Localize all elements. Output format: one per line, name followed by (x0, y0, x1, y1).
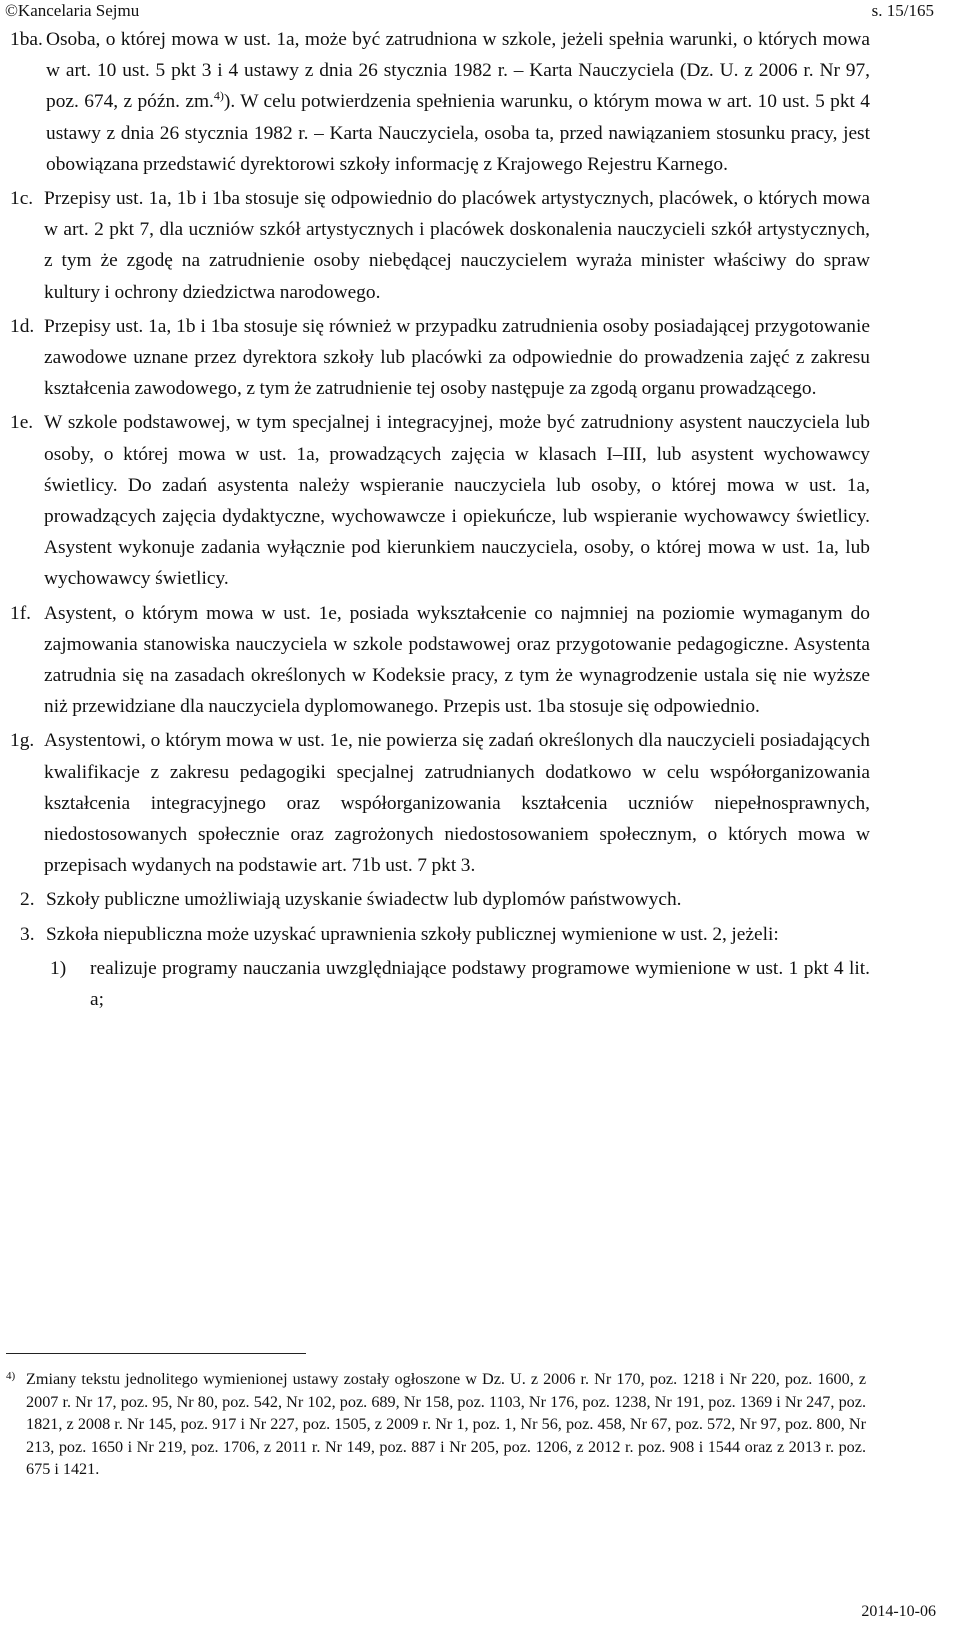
paragraph-number: 1e. (10, 412, 34, 434)
paragraph-number: 1d. (10, 315, 35, 337)
footnote-mark: 4) (6, 1370, 16, 1382)
paragraph-text (46, 24, 870, 180)
paragraph-number: 1c. (10, 188, 34, 210)
paragraph-text: Przepisy ust. 1a, 1b i 1ba stosuje się odpowiednio do placówek artystycznych, placówek, o których mowa w art. 2 pkt 7, dla uczniów szkół artystycznych i placówek doskonalenia nauczycieli szkół artystycznych, z tym że zgodę na zatrudnienie osoby niebędącej nauczycielem wyraża minister właściwy do spraw kultury i ochrony dziedzictwa narodowego. (44, 188, 870, 303)
paragraph-number: 1ba. (10, 29, 43, 50)
paragraph-number: 2. (20, 889, 35, 911)
paragraph-text: Szkoła niepubliczna może uzyskać uprawnienia szkoły publicznej wymienione w ust. 2, jeżeli: (46, 923, 779, 945)
point-number: 1) (50, 957, 67, 979)
paragraph-1ba (10, 24, 870, 180)
header-page-number: s. 15/165 (871, 1, 934, 20)
footnote-separator (6, 1353, 306, 1354)
document-body (10, 24, 870, 1015)
paragraph-1d (10, 311, 870, 405)
paragraph-1g (10, 725, 870, 881)
footnote-reference[interactable]: 4) (213, 88, 224, 103)
paragraph-3 (10, 919, 870, 950)
footnote (6, 1368, 866, 1481)
footnote-text: Zmiany tekstu jednolitego wymienionej ustawy zostały ogłoszone w Dz. U. z 2006 r. Nr 170, poz. 1218 i Nr 220, poz. 1600, z 2007 r. Nr 17, poz. 95, Nr 80, poz. 542, Nr 102, poz. 689, Nr 158, poz. 1103, Nr 176, poz. 1238, Nr 191, poz. 1369 i Nr 247, poz. 1821, z 2008 r. Nr 145, poz. 917 i Nr 227, poz. 1505, z 2009 r. Nr 1, poz. 1, Nr 56, poz. 458, Nr 67, poz. 572, Nr 97, poz. 800, Nr 213, poz. 1650 i Nr 219, poz. 1706, z 2011 r. Nr 149, poz. 887 i Nr 205, poz. 1206, z 2012 r. poz. 908 i 1544 oraz z 2013 r. poz. 675 i 1421. (26, 1370, 866, 1479)
footer-date: 2014-10-06 (861, 1603, 936, 1620)
paragraph-text: Asystentowi, o którym mowa w ust. 1e, nie powierza się zadań określonych dla nauczycieli posiadających kwalifikacje z zakresu pedagogiki specjalnej zatrudnianych dodatkowo w celu współorganizowania kształcenia integracyjnego oraz współorganizowania kształcenia uczniów niepełnosprawnych, niedostosowanych społecznie oraz zagrożonych niedostosowaniem społecznym, o których mowa w przepisach wydanych na podstawie art. 71b ust. 7 pkt 3. (44, 730, 870, 877)
paragraph-number: 1f. (10, 602, 32, 624)
paragraph-1f (10, 598, 870, 723)
paragraph-text: Szkoły publiczne umożliwiają uzyskanie świadectw lub dyplomów państwowych. (46, 889, 682, 911)
paragraph-number: 1g. (10, 730, 35, 752)
paragraph-text: Przepisy ust. 1a, 1b i 1ba stosuje się również w przypadku zatrudnienia osoby posiadającej przygotowanie zawodowe uznane przez dyrektora szkoły lub placówki za odpowiednie do prowadzenia zajęć z zakresu kształcenia zawodowego, z tym że zatrudnienie tej osoby następuje za zgodą organu prowadzącego. (44, 315, 870, 400)
header-source: ©Kancelaria Sejmu (5, 1, 140, 20)
point-text: realizuje programy nauczania uwzględniające podstawy programowe wymienione w ust. 1 pkt 4 lit. a; (90, 957, 870, 1011)
point-1 (50, 953, 870, 1015)
paragraph-number: 3. (20, 923, 35, 945)
paragraph-text-part: ). W celu potwierdzenia spełnienia warunku, o którym mowa w art. 10 ust. 5 pkt 4 ustawy z dnia 26 stycznia 1982 r. – Karta Nauczyciela, osoba ta, przed nawiązaniem stosunku pracy, jest obowiązana przedstawić dyrektorowi szkoły informację z Krajowego Rejestru Karnego. (46, 91, 870, 175)
paragraph-1e (10, 407, 870, 594)
paragraph-text: Asystent, o którym mowa w ust. 1e, posiada wykształcenie co najmniej na poziomie wymaganym do zajmowania stanowiska nauczyciela w szkole podstawowej oraz przygotowanie pedagogiczne. Asystenta zatrudnia się na zasadach określonych w Kodeksie pracy, z tym że wynagrodzenie ustala się nie wyższe niż przewidziane dla nauczyciela dyplomowanego. Przepis ust. 1ba stosuje się odpowiednio. (44, 602, 870, 718)
paragraph-2 (10, 884, 870, 915)
paragraph-text-part: Osoba, o której mowa w ust. 1a, może być zatrudniona w szkole, jeżeli spełnia warunki, o których mowa w art. 10 ust. 5 pkt 3 i 4 ustawy z dnia 26 stycznia 1982 r. – Karta Nauczyciela (Dz. U. z 2006 r. Nr 97, poz. 674, z późn. zm. (46, 29, 870, 113)
paragraph-1c (10, 183, 870, 308)
paragraph-text: W szkole podstawowej, w tym specjalnej i integracyjnej, może być zatrudniony asystent nauczyciela lub osoby, o której mowa w ust. 1a, prowadzących zajęcia w klasach I–III, lub asystent wychowawcy świetlicy. Do zadań asystenta należy wspieranie nauczyciela lub osoby, o której mowa w ust. 1a, prowadzących zajęcia dydaktyczne, wychowawcze i opiekuńcze, lub wspieranie wychowawcy świetlicy. Asystent wykonuje zadania wyłącznie pod kierunkiem nauczyciela, osoby, o której mowa w ust. 1a, lub wychowawcy świetlicy. (44, 412, 870, 590)
